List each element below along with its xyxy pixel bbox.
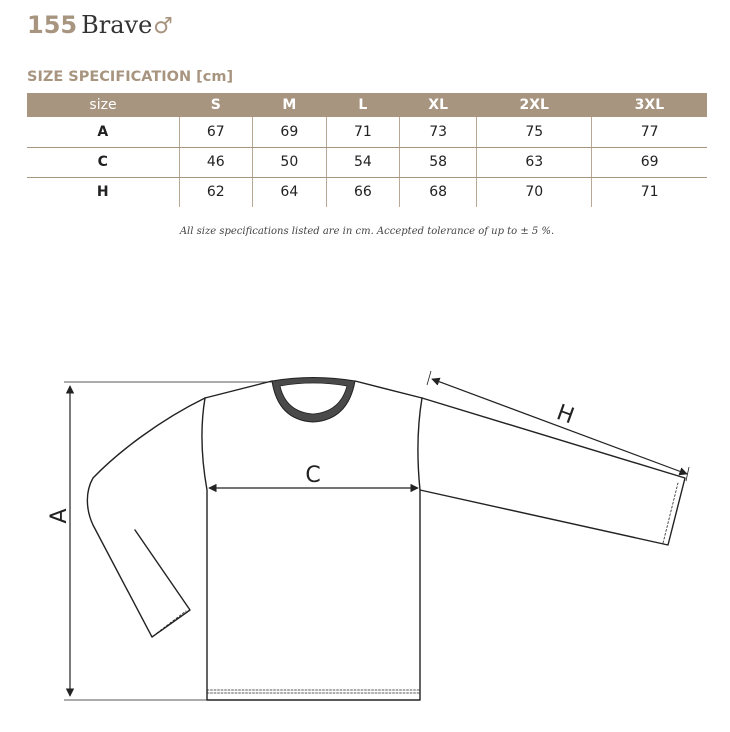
header-cell-2xl: 2XL bbox=[477, 93, 592, 117]
table-cell: 63 bbox=[477, 147, 592, 177]
table-cell: 77 bbox=[592, 117, 707, 147]
header-cell-s: S bbox=[179, 93, 253, 117]
dimension-h bbox=[427, 371, 689, 481]
table-cell: 46 bbox=[179, 147, 253, 177]
label-h: H bbox=[553, 400, 578, 430]
male-icon: ♂ bbox=[153, 14, 174, 39]
table-cell: 69 bbox=[592, 147, 707, 177]
row-label: A bbox=[27, 117, 179, 147]
size-spec-heading: SIZE SPECIFICATION [cm] bbox=[27, 69, 234, 85]
table-cell: 70 bbox=[477, 177, 592, 207]
header-cell-3xl: 3XL bbox=[592, 93, 707, 117]
collar bbox=[272, 378, 355, 423]
table-cell: 71 bbox=[326, 117, 400, 147]
table-cell: 66 bbox=[326, 177, 400, 207]
dimension-a bbox=[64, 382, 272, 700]
table-cell: 54 bbox=[326, 147, 400, 177]
product-name: Brave bbox=[81, 11, 153, 39]
tolerance-note: All size specifications listed are in cm. Accepted tolerance of up to ± 5 %. bbox=[179, 226, 555, 237]
header-cell-xl: XL bbox=[400, 93, 477, 117]
row-label: C bbox=[27, 147, 179, 177]
table-cell: 73 bbox=[400, 117, 477, 147]
shirt-outline bbox=[87, 381, 685, 700]
table-cell: 58 bbox=[400, 147, 477, 177]
table-cell: 67 bbox=[179, 117, 253, 147]
row-label: H bbox=[96, 184, 109, 201]
product-code: 155 bbox=[27, 11, 78, 39]
table-cell: 68 bbox=[400, 177, 477, 207]
table-cell: 50 bbox=[253, 147, 327, 177]
table-cell: 69 bbox=[253, 117, 327, 147]
label-c: C bbox=[305, 463, 321, 488]
header-cell-m: M bbox=[253, 93, 327, 117]
label-a: A bbox=[47, 508, 72, 524]
table-cell: 71 bbox=[592, 177, 707, 207]
table-cell: 64 bbox=[253, 177, 327, 207]
table-cell: 75 bbox=[477, 117, 592, 147]
table-cell: 62 bbox=[179, 177, 253, 207]
header-cell-l: L bbox=[326, 93, 400, 117]
header-cell-size: size bbox=[27, 93, 179, 117]
